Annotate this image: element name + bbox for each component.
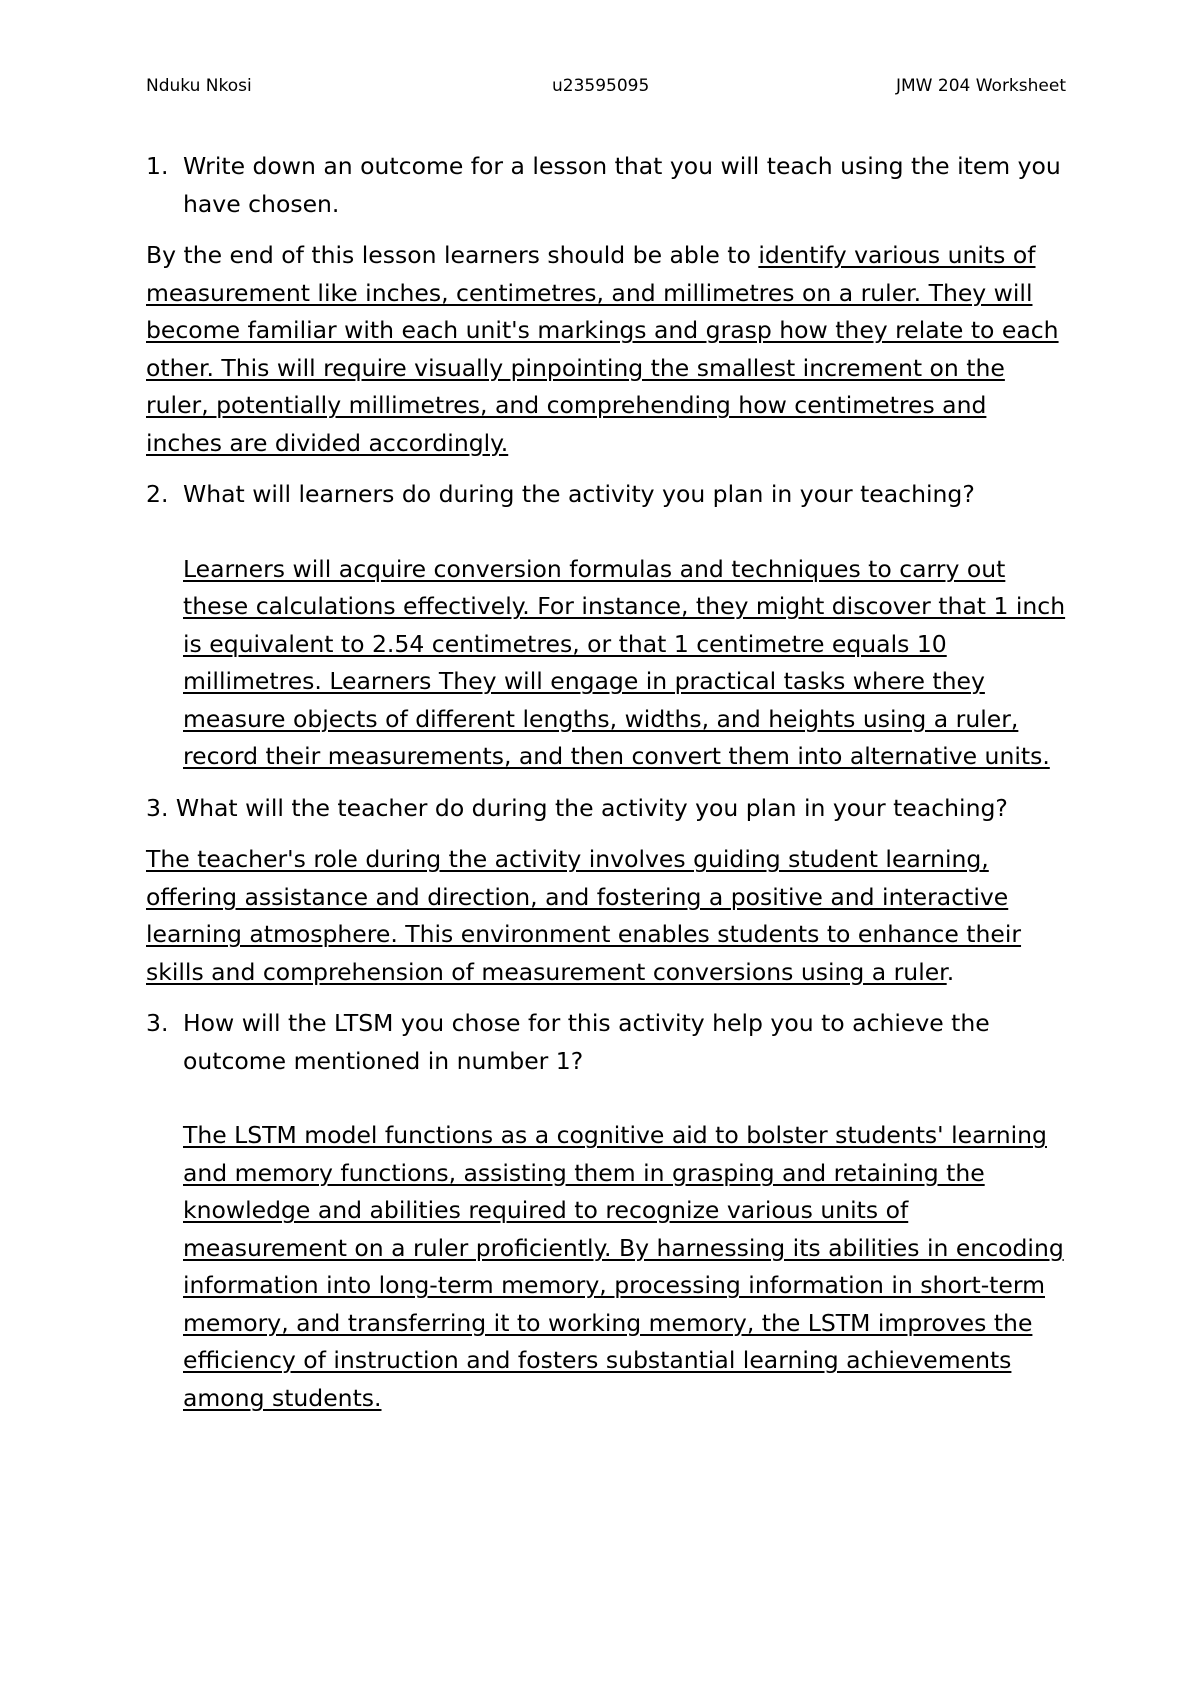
- course-title: JMW 204 Worksheet: [895, 76, 1066, 96]
- question-4-text: How will the LTSM you chose for this activity help you to achieve the outcome mentioned in number 1?: [183, 1009, 990, 1075]
- question-4: [146, 1005, 1066, 1080]
- question-3: [146, 790, 1066, 828]
- answer-1-intro: By the end of this lesson learners should be able to: [146, 241, 759, 269]
- worksheet-body: [146, 148, 1066, 1417]
- answer-3: [146, 841, 1066, 991]
- question-2-text: What will learners do during the activity you plan in your teaching?: [183, 480, 975, 508]
- question-1-number: 1.: [146, 152, 169, 180]
- student-number: u23595095: [552, 76, 650, 96]
- question-3-text: What will the teacher do during the activity you plan in your teaching?: [175, 793, 1008, 822]
- answer-2: [146, 551, 1066, 776]
- author-name: Nduku Nkosi: [146, 76, 252, 96]
- answer-3-text: The teacher's role during the activity involves guiding student learning, offering assistance and direction, and fostering a positive and interactive learning atmosphere. This environment enables students to enhance their skills and comprehension of measurement conversions using a ruler: [146, 845, 1022, 986]
- answer-1-text: identify various units of measurement like inches, centimetres, and millimetres on a ruler. They will become familiar with each unit's markings and grasp how they relate to each other. This will require visually pinpointing the smallest increment on the ruler, potentially millimetres, and comprehending how centimetres and inches are divided accordingly.: [146, 241, 1059, 457]
- answer-4: [146, 1117, 1066, 1417]
- question-2-number: 2.: [146, 480, 169, 508]
- question-1-text: Write down an outcome for a lesson that you will teach using the item you have chosen.: [183, 152, 1061, 218]
- answer-2-text: Learners will acquire conversion formulas and techniques to carry out these calculations effectively. For instance, they might discover that 1 inch is equivalent to 2.54 centimetres, or that 1 centimetre equals 10 millimetres. Learners They will engage in practical tasks where they measure objects of different lengths, widths, and heights using a ruler, record their measurements, and then convert them into alternative units.: [183, 554, 1066, 770]
- question-2: [146, 476, 1066, 514]
- answer-3-end: .: [946, 957, 955, 986]
- question-1: [146, 148, 1066, 223]
- question-4-number: 3.: [146, 1009, 169, 1037]
- answer-4-text: The LSTM model functions as a cognitive aid to bolster students' learning and memory functions, assisting them in grasping and retaining the knowledge and abilities required to recognize various units of measurement on a ruler proficiently. By harnessing its abilities in encoding information into long-term memory, processing information in short-term memory, and transferring it to working memory, the LSTM improves the efficiency of instruction and fosters substantial learning achievements among students.: [183, 1121, 1064, 1412]
- answer-1: [146, 237, 1066, 462]
- question-3-number: 3.: [146, 793, 169, 822]
- page-header: [146, 76, 1066, 100]
